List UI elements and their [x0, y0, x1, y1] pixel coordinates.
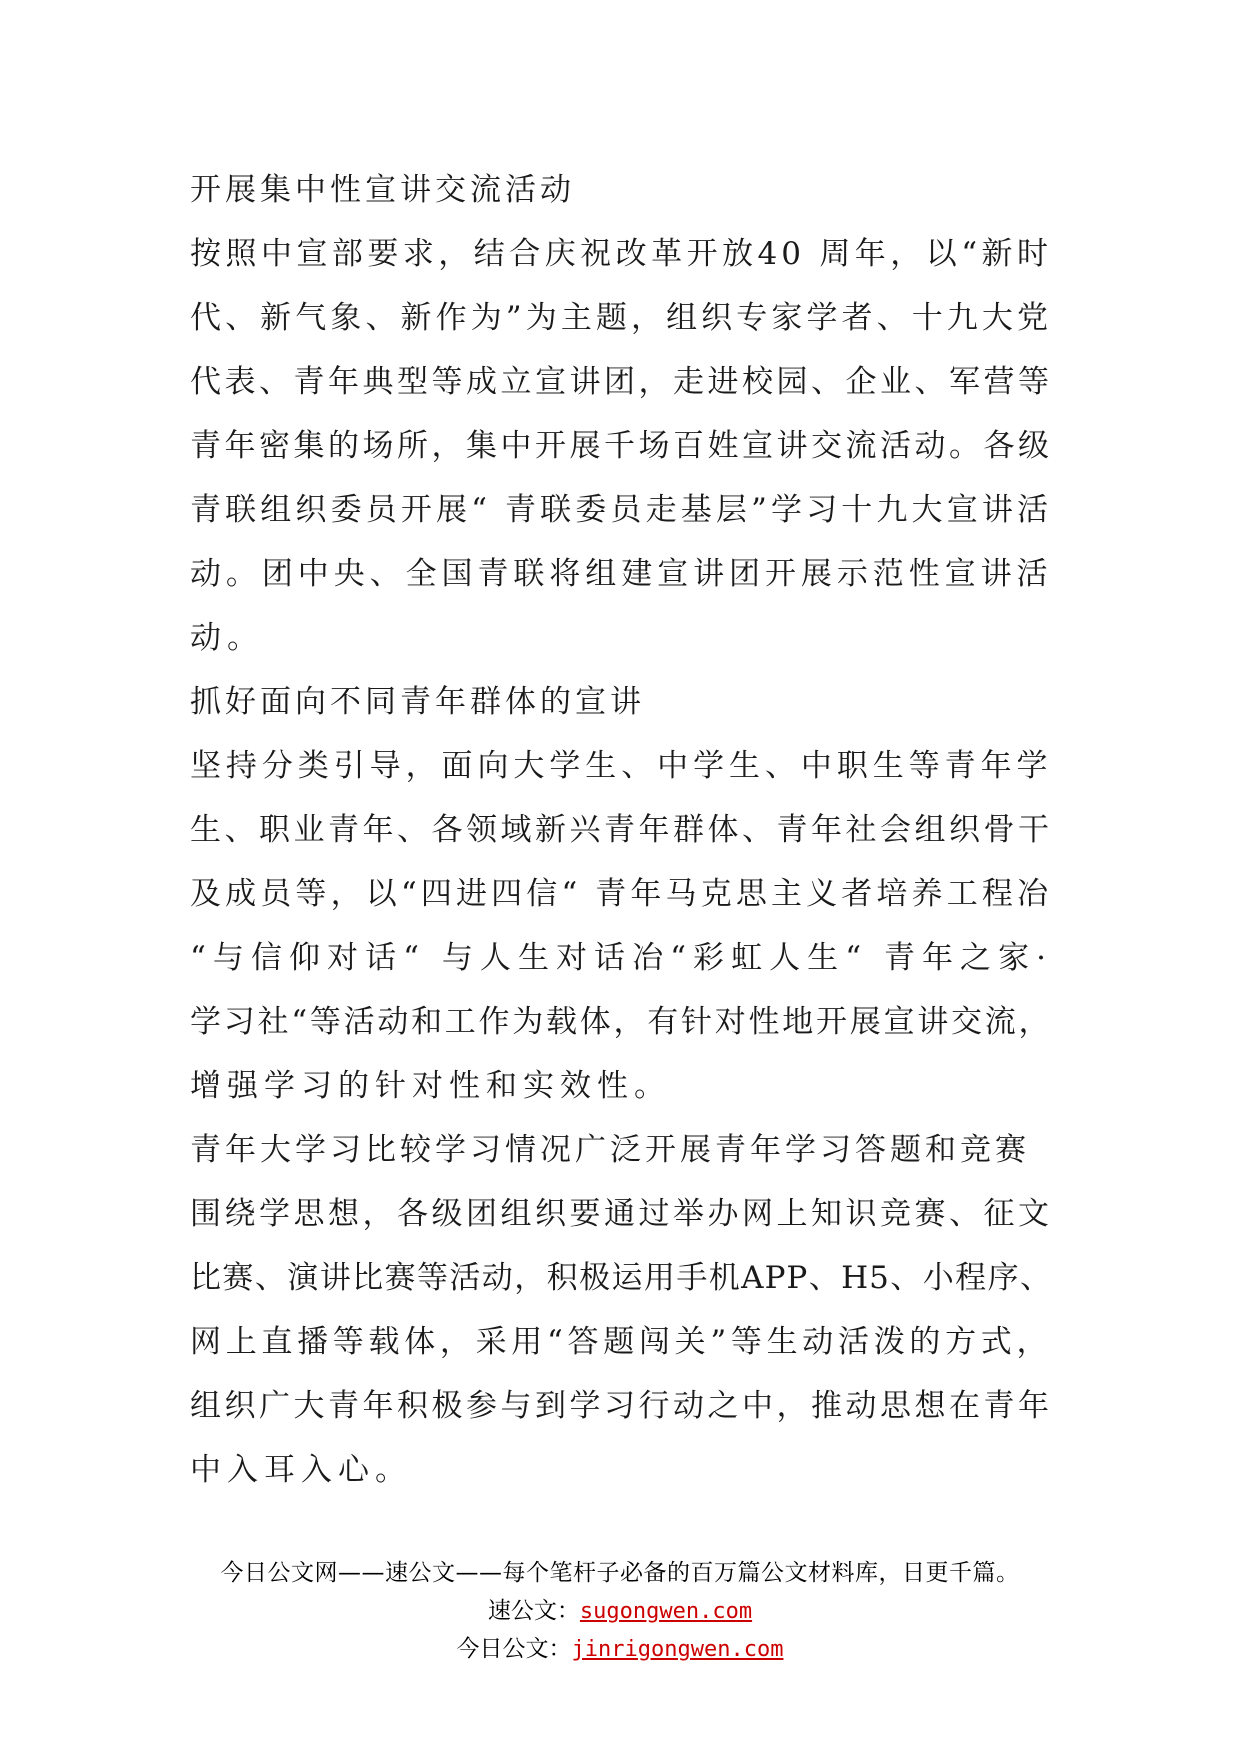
sugongwen-link[interactable]: sugongwen.com — [579, 1599, 753, 1624]
paragraph-line: 动。团中央、全国青联将组建宣讲团开展示范性宣讲活 — [190, 556, 1052, 592]
section-heading: 青年大学习比较学习情况广泛开展青年学习答题和竞赛 — [190, 1132, 1030, 1168]
footer-link-row-sugongwen — [0, 1592, 1240, 1625]
paragraph-line: 中入耳入心。 — [190, 1452, 412, 1488]
paragraph-line: 青联组织委员开展“ 青联委员走基层”学习十九大宣讲活 — [190, 492, 1052, 528]
paragraph-line: 组织广大青年积极参与到学习行动之中，推动思想在青年 — [190, 1388, 1052, 1424]
paragraph-line: 比赛、演讲比赛等活动，积极运用手机APP、H5、小程序、 — [190, 1260, 1052, 1296]
paragraph-line: 网上直播等载体，采用“答题闯关”等生动活泼的方式， — [190, 1324, 1052, 1360]
footer-link-row-jinrigongwen — [0, 1630, 1240, 1663]
section-heading: 开展集中性宣讲交流活动 — [190, 172, 575, 208]
paragraph-line: 生、职业青年、各领域新兴青年群体、青年社会组织骨干 — [190, 812, 1052, 848]
paragraph-line: 动。 — [190, 620, 264, 656]
paragraph-line: 增强学习的针对性和实效性。 — [190, 1068, 671, 1104]
paragraph-line: 坚持分类引导，面向大学生、中学生、中职生等青年学 — [190, 748, 1052, 784]
paragraph-line: 及成员等，以“四进四信“ 青年马克思主义者培养工程冶 — [190, 876, 1052, 912]
document-body — [190, 158, 1052, 1502]
paragraph-line: 青年密集的场所，集中开展千场百姓宣讲交流活动。各级 — [190, 428, 1052, 464]
footer-promo-text: 今日公文网——速公文——每个笔杆子必备的百万篇公文材料库，日更千篇。 — [220, 1560, 1020, 1586]
section-heading: 抓好面向不同青年群体的宣讲 — [190, 684, 645, 720]
paragraph-line: 代表、青年典型等成立宣讲团，走进校园、企业、军营等 — [190, 364, 1052, 400]
paragraph-line: 围绕学思想，各级团组织要通过举办网上知识竞赛、征文 — [190, 1196, 1052, 1232]
footer-link-label: 速公文： — [487, 1598, 580, 1624]
paragraph-line: 按照中宣部要求，结合庆祝改革开放40 周年，以“新时 — [190, 236, 1052, 272]
jinrigongwen-link[interactable]: jinrigongwen.com — [571, 1637, 784, 1662]
paragraph-line: 学习社“等活动和工作为载体，有针对性地开展宣讲交流， — [190, 1004, 1052, 1040]
paragraph-line: 代、新气象、新作为”为主题，组织专家学者、十九大党 — [190, 300, 1052, 336]
paragraph-line: “与信仰对话“ 与人生对话冶“彩虹人生“ 青年之家· — [190, 940, 1052, 976]
footer-link-label: 今日公文： — [456, 1636, 572, 1662]
